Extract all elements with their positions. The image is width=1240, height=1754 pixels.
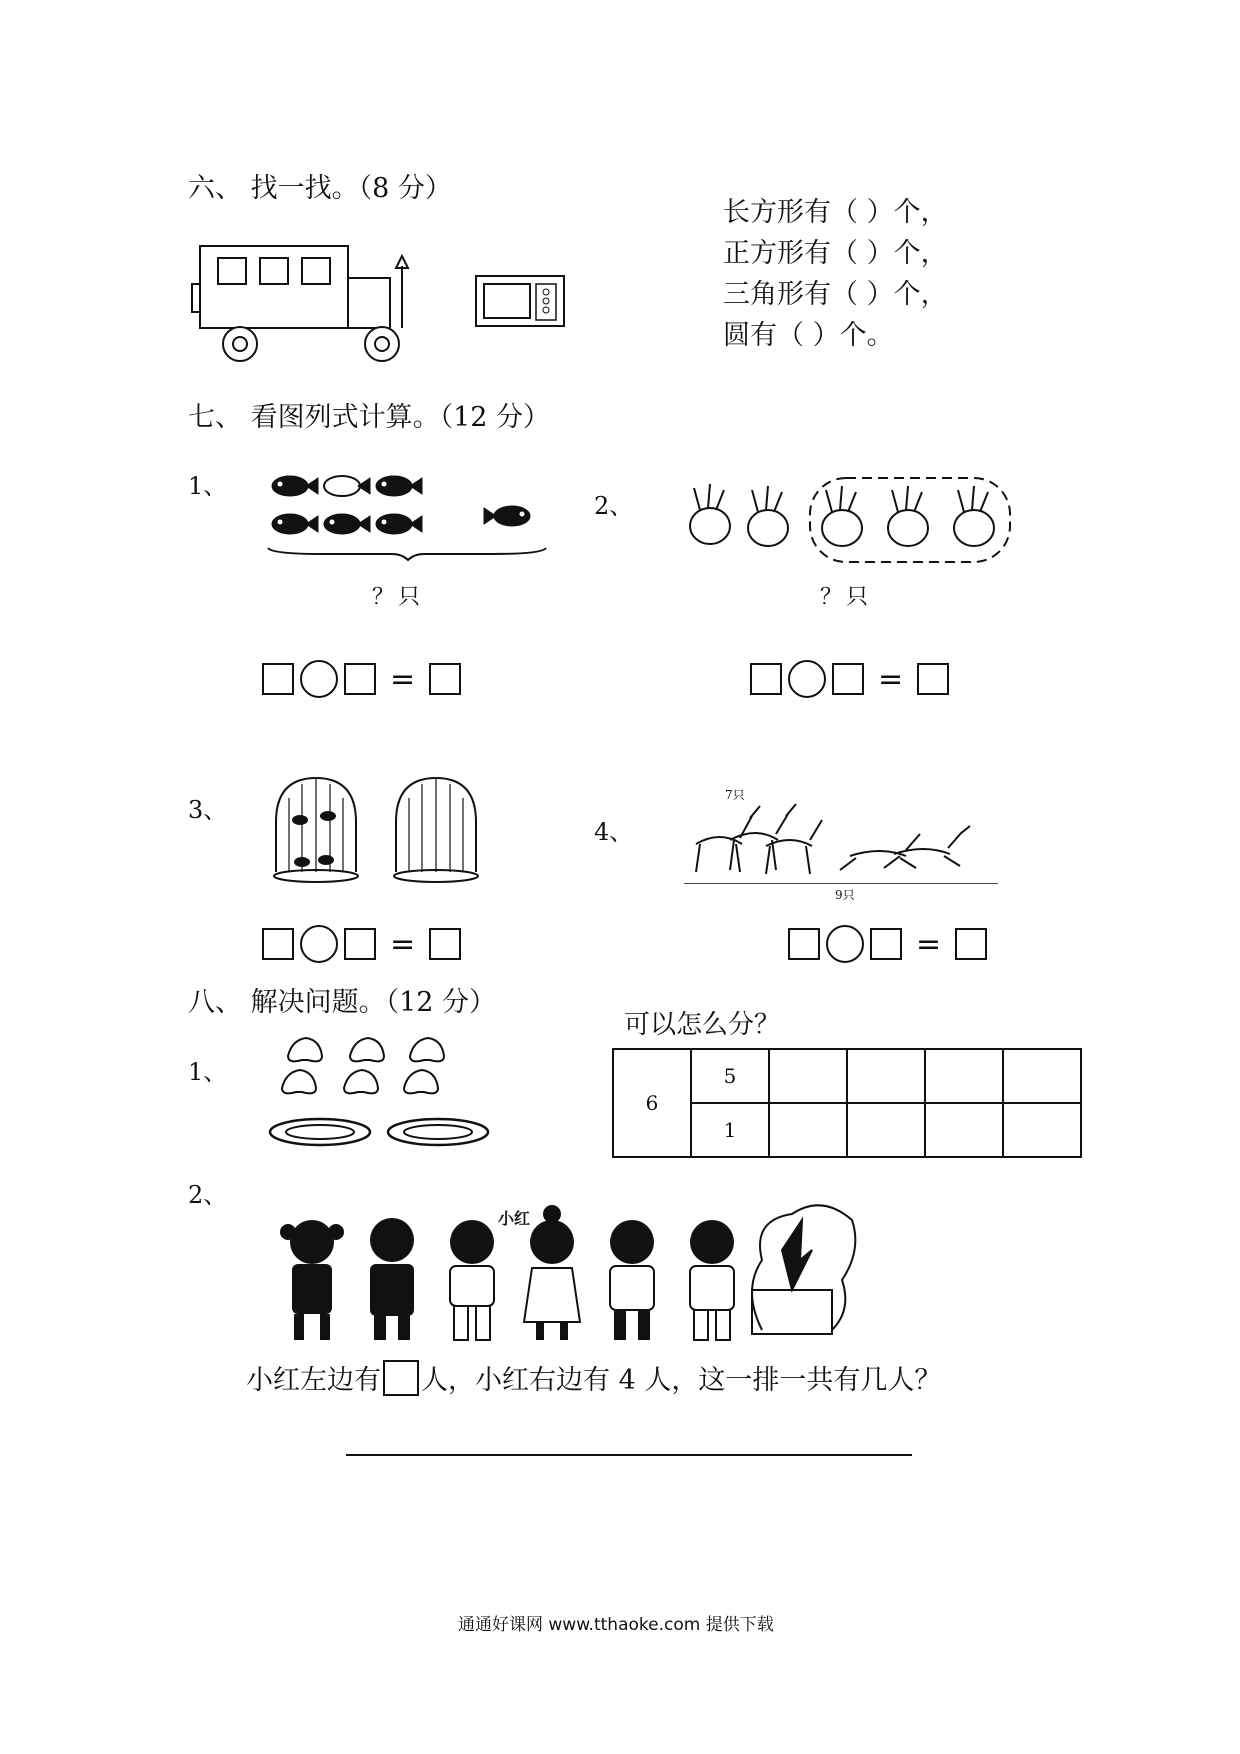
problem-1-number: 1、	[188, 472, 228, 500]
equals-sign: =	[390, 926, 416, 962]
answer-box[interactable]	[262, 663, 294, 695]
blank-cell[interactable]	[847, 1103, 925, 1157]
operator-circle[interactable]	[826, 925, 864, 963]
equals-sign: =	[390, 661, 416, 697]
peaches-and-plates-picture	[268, 1030, 493, 1155]
result-box[interactable]	[429, 663, 461, 695]
section8-problem-2-number: 2、	[188, 1181, 228, 1209]
answer-box[interactable]	[750, 663, 782, 695]
answer-box[interactable]	[262, 928, 294, 960]
microwave-picture	[470, 272, 570, 332]
answer-box[interactable]	[344, 663, 376, 695]
triangle-count: 三角形有（ ）个，	[723, 279, 948, 310]
bus-picture	[190, 232, 420, 364]
deer-bottom-label: 9只	[835, 888, 855, 902]
answer-box[interactable]	[832, 663, 864, 695]
rectangle-count: 长方形有（ ）个，	[723, 197, 948, 228]
birdcage-picture	[266, 772, 496, 892]
problem-1-caption: ？只	[372, 585, 425, 610]
children-row-picture	[262, 1190, 862, 1350]
square-count: 正方形有（ ）个，	[723, 238, 948, 269]
part-cell: 5	[691, 1049, 769, 1103]
equation-2	[750, 660, 949, 698]
part-cell: 1	[691, 1103, 769, 1157]
shape-count-list	[723, 192, 948, 356]
equals-sign: =	[878, 661, 904, 697]
operator-circle[interactable]	[300, 925, 338, 963]
section-6-heading: 六、 找一找。（8 分）	[188, 173, 452, 204]
problem-3-number: 3、	[188, 796, 228, 824]
equals-sign: =	[916, 926, 942, 962]
total-cell: 6	[613, 1049, 691, 1157]
fish-picture	[262, 462, 552, 562]
equation-1	[262, 660, 461, 698]
equation-4	[788, 925, 987, 963]
blank-cell[interactable]	[1003, 1103, 1081, 1157]
blank-cell[interactable]	[925, 1049, 1003, 1103]
answer-box[interactable]	[870, 928, 902, 960]
circle-count: 圆有（ ）个。	[723, 320, 894, 351]
problem-2-caption: ？只	[820, 585, 873, 610]
result-box[interactable]	[955, 928, 987, 960]
answer-box[interactable]	[788, 928, 820, 960]
deer-picture	[680, 798, 1010, 884]
problem-4-number: 4、	[594, 818, 634, 846]
story-part-1: 小红左边有	[246, 1365, 381, 1396]
blank-cell[interactable]	[769, 1103, 847, 1157]
operator-circle[interactable]	[788, 660, 826, 698]
section8-problem-1-number: 1、	[188, 1058, 228, 1086]
blank-cell[interactable]	[769, 1049, 847, 1103]
answer-box[interactable]	[383, 1360, 419, 1396]
division-table	[612, 1048, 1082, 1158]
footer-text: 通通好课网 www.tthaoke.com 提供下载	[458, 1615, 774, 1635]
section-7-heading: 七、 看图列式计算。（12 分）	[188, 402, 551, 433]
result-box[interactable]	[429, 928, 461, 960]
deer-top-label: 7只	[725, 788, 745, 802]
section-8-heading: 八、 解决问题。（12 分）	[188, 987, 497, 1018]
story-part-2: 人，小红右边有 4 人，这一排一共有几人？	[421, 1365, 942, 1396]
blank-cell[interactable]	[847, 1049, 925, 1103]
blank-cell[interactable]	[1003, 1049, 1081, 1103]
equation-3	[262, 925, 461, 963]
xiaohong-label: 小红	[498, 1209, 531, 1228]
result-box[interactable]	[917, 663, 949, 695]
answer-box[interactable]	[344, 928, 376, 960]
answer-line[interactable]	[346, 1454, 912, 1456]
carrot-picture	[680, 470, 1030, 570]
blank-cell[interactable]	[925, 1103, 1003, 1157]
problem-2-number: 2、	[594, 492, 634, 520]
story-question	[246, 1358, 941, 1397]
operator-circle[interactable]	[300, 660, 338, 698]
division-question: 可以怎么分？	[624, 1010, 781, 1040]
